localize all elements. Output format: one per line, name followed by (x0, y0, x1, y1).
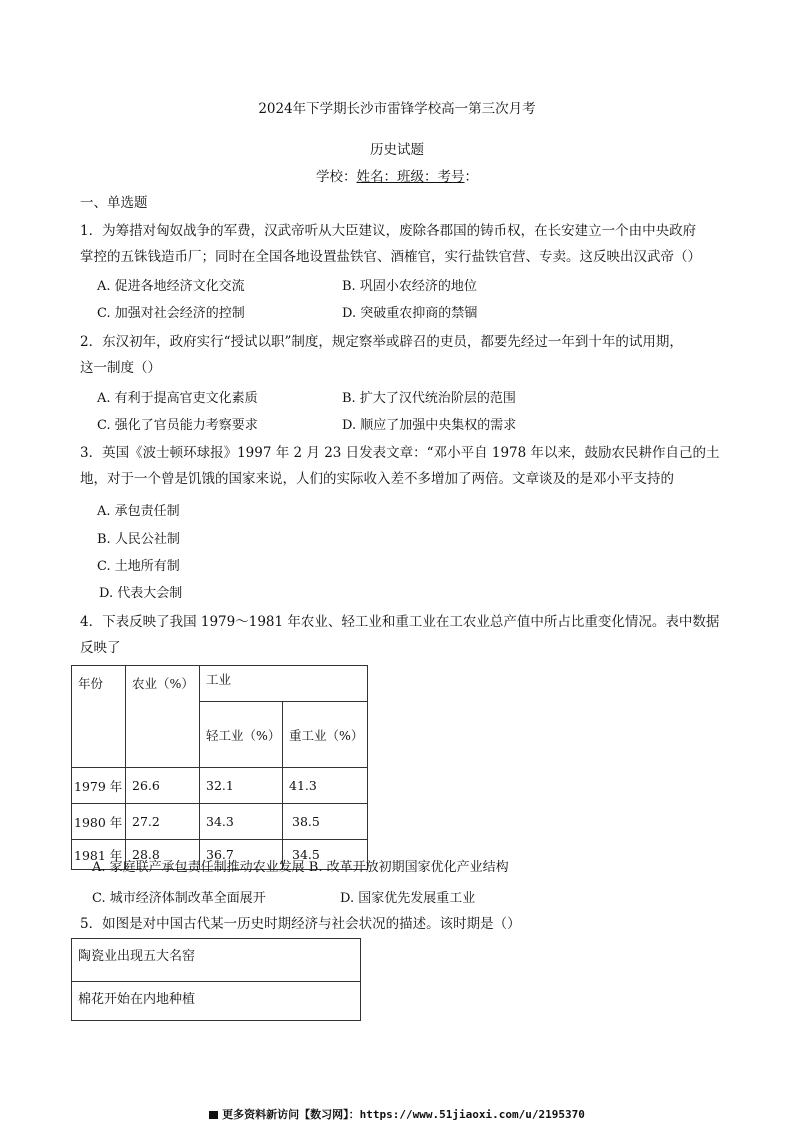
production-share-table (71, 665, 368, 870)
table-row: 棉花开始在内地种植 (72, 982, 361, 1021)
header-heavy-industry: 重工业（%） (283, 702, 368, 768)
exam-title: 2024年下学期长沙市雷锋学校高一第三次月考 (258, 101, 536, 117)
q3-option-d[interactable]: D. 代表大会制 (99, 586, 183, 601)
question-5 (80, 911, 720, 937)
school-label: 学校： (316, 169, 357, 185)
question-2 (80, 329, 720, 381)
cell-heavy: 38.5 (283, 804, 368, 840)
student-info-line (0, 165, 794, 185)
header-year: 年份 (72, 666, 126, 768)
question-1-line-1: 1．为筹措对匈奴战争的军费，汉武帝听从大臣建议，废除各郡国的铸币权，在长安建立一个由中央政府 (80, 223, 697, 239)
question-4-line-1: 4．下表反映了我国 1979～1981 年农业、轻工业和重工业在工农业总产值中所占比重变化情况。表中数据 (80, 614, 720, 630)
cell-light: 36.7 (200, 840, 283, 870)
q4-option-ab[interactable]: A. 家庭联产承包责任制推动农业发展 B. 改革开放初期国家优化产业结构 (92, 860, 509, 875)
q4-option-c[interactable]: C. 城市经济体制改革全面展开 (92, 891, 266, 906)
cell-agriculture: 27.2 (126, 804, 200, 840)
question-4-line-2: 反映了 (80, 640, 121, 656)
cell-agriculture: 26.6 (126, 768, 200, 804)
q2-option-c[interactable]: C. 强化了官员能力考察要求 (97, 418, 258, 433)
question-1-line-2: 掌控的五铢钱造币厂；同时在全国各地设置盐铁官、酒榷官，实行盐铁官营、专卖。这反映出汉武帝（） (80, 249, 701, 265)
cell-light: 34.3 (200, 804, 283, 840)
question-3-line-1: 3．英国《波士顿环球报》1997 年 2 月 23 日发表文章：“邓小平自 1978 年以来，鼓励农民耕作自己的土 (80, 445, 720, 461)
question-5-line-1: 5．如图是对中国古代某一历史时期经济与社会状况的描述。该时期是（） (80, 916, 521, 932)
q1-option-d[interactable]: D. 突破重农抑商的禁锢 (342, 306, 478, 321)
table-row (72, 804, 368, 840)
footer (0, 1106, 794, 1122)
info-suffix: ： (464, 169, 478, 185)
exam-subtitle: 历史试题 (370, 142, 424, 158)
period-description-table (71, 938, 361, 1021)
header-industry: 工业 (200, 666, 368, 702)
q3-option-a[interactable]: A. 承包责任制 (97, 504, 180, 519)
q2-option-d[interactable]: D. 顺应了加强中央集权的需求 (342, 418, 517, 433)
cell-heavy: 41.3 (283, 768, 368, 804)
cell-agriculture: 28.8 (126, 840, 200, 870)
q1-option-c[interactable]: C. 加强对社会经济的控制 (97, 306, 245, 321)
question-4 (80, 609, 720, 661)
cell-year: 1980 年 (72, 804, 126, 840)
question-1 (80, 218, 720, 270)
header-agriculture: 农业（%） (126, 666, 200, 768)
cell-year: 1981 年 (72, 840, 126, 870)
q3-option-c[interactable]: C. 土地所有制 (97, 559, 180, 574)
q4-option-d[interactable]: D. 国家优先发展重工业 (340, 891, 476, 906)
name-class-label: 姓名：班级：考号 (356, 169, 465, 185)
section-heading: 一、单选题 (80, 195, 148, 211)
q1-option-a[interactable]: A. 促进各地经济文化交流 (97, 279, 245, 294)
q2-option-a[interactable]: A. 有利于提高官吏文化素质 (97, 391, 258, 406)
cell-heavy: 34.5 (283, 840, 368, 870)
cell-light: 32.1 (200, 768, 283, 804)
table-row (72, 768, 368, 804)
q2-option-b[interactable]: B. 扩大了汉代统治阶层的范围 (342, 391, 516, 406)
table-row: 陶瓷业出现五大名窑 (72, 939, 361, 982)
question-3 (80, 440, 720, 492)
flag-icon (209, 1111, 218, 1119)
question-2-line-2: 这一制度（） (80, 360, 161, 376)
header-light-industry: 轻工业（%） (200, 702, 283, 768)
q1-option-b[interactable]: B. 巩固小农经济的地位 (342, 279, 477, 294)
footer-link[interactable]: 更多资料新访问【数习网】：https://www.51jiaoxi.com/u/2195370 (222, 1108, 585, 1121)
q3-option-b[interactable]: B. 人民公社制 (97, 532, 180, 547)
question-3-line-2: 地，对于一个曾是饥饿的国家来说，人们的实际收入差不多增加了两倍。文章谈及的是邓小平支持的 (80, 471, 674, 487)
question-2-line-1: 2．东汉初年，政府实行“授试以职”制度，规定察举或辟召的吏员，都要先经过一年到十年的试用期， (80, 334, 683, 350)
cell-year: 1979 年 (72, 768, 126, 804)
